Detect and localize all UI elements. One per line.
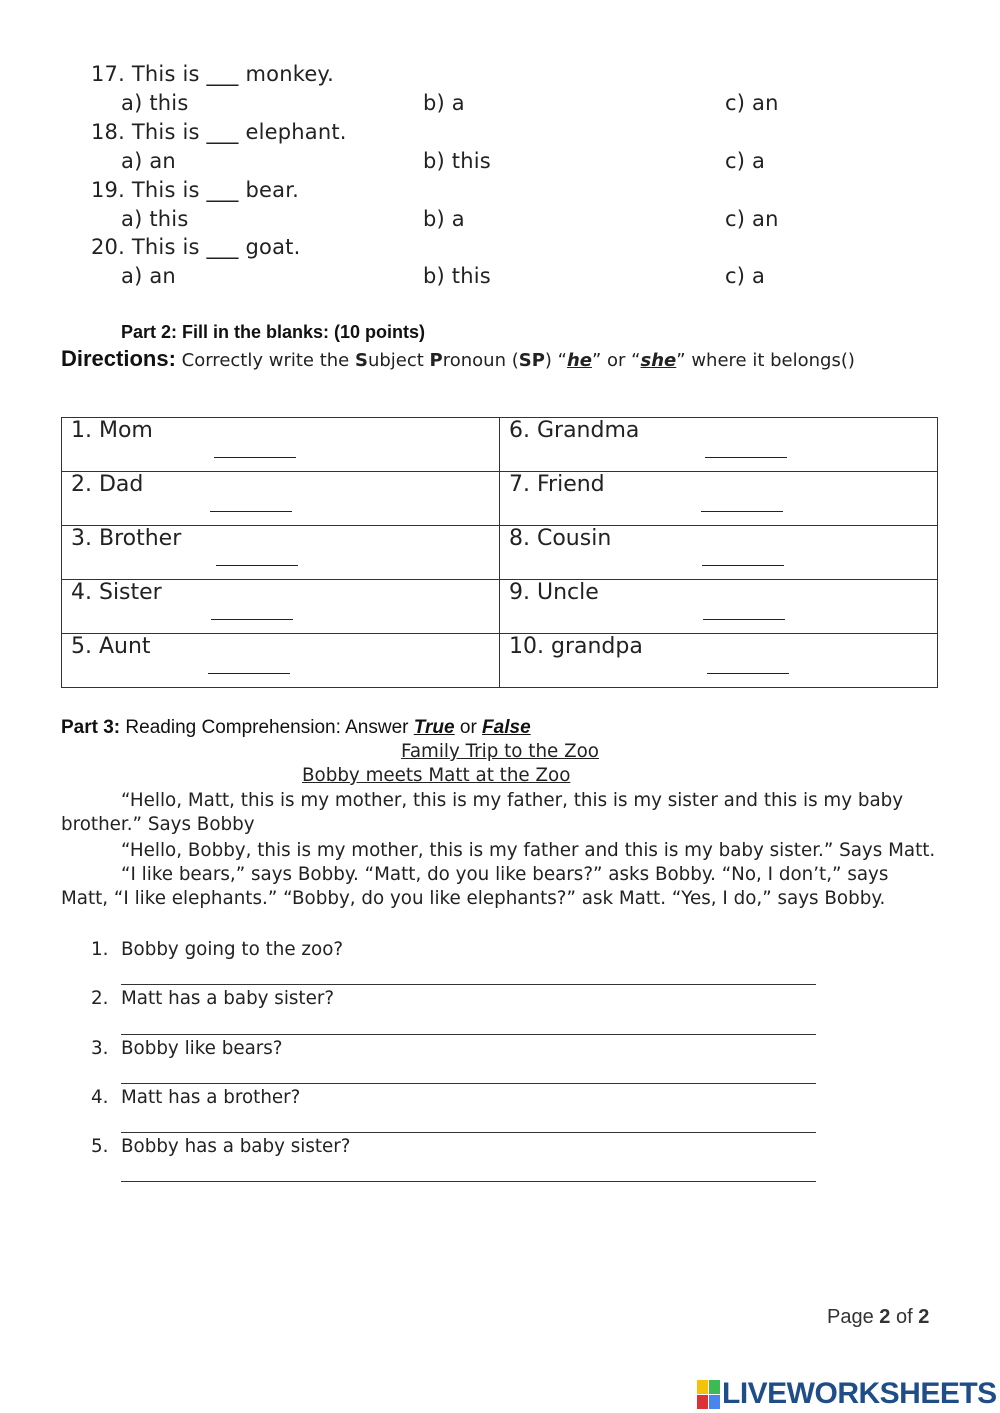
directions-text-5: ” or “	[592, 350, 641, 371]
answer-blank[interactable]	[707, 655, 789, 674]
table-row	[62, 472, 938, 526]
table-cell	[62, 526, 500, 580]
logo-square-icon	[697, 1395, 708, 1409]
directions-text-1: Correctly write the	[175, 350, 355, 371]
cell-label: 7. Friend	[509, 472, 605, 497]
question-number: 3.	[91, 1038, 109, 1059]
or-word: or	[454, 717, 483, 738]
story-para3-line2: Matt, “I like elephants.” “Bobby, do you like elephants?” ask Matt. “Yes, I do,” says Bobby.	[61, 888, 886, 909]
answer-blank[interactable]	[701, 493, 783, 512]
directions-sp: SP	[518, 350, 545, 371]
directions-he: he	[566, 350, 592, 371]
cell-label: 4. Sister	[71, 580, 162, 605]
answer-blank[interactable]	[702, 547, 784, 566]
story-para1-line2: brother.” Says Bobby	[61, 814, 255, 835]
of-word: of	[890, 1306, 919, 1328]
answer-line[interactable]	[121, 1083, 816, 1084]
directions-text-2: ubject	[367, 350, 430, 371]
question-stem: 17. This is ___ monkey.	[91, 62, 334, 86]
cell-label: 3. Brother	[71, 526, 182, 551]
story-title: Family Trip to the Zoo	[401, 741, 599, 762]
logo-square-icon	[709, 1395, 720, 1409]
answer-line[interactable]	[121, 1034, 816, 1035]
option-b: b) a	[423, 207, 465, 231]
story-para3-line1: “I like bears,” says Bobby. “Matt, do you like bears?” asks Bobby. “No, I don’t,” says	[121, 864, 889, 885]
answer-blank[interactable]	[216, 547, 298, 566]
answer-line[interactable]	[121, 1181, 816, 1182]
option-c: c) a	[725, 264, 766, 288]
question-number: 2.	[91, 988, 109, 1009]
option-b: b) this	[423, 149, 491, 173]
cell-label: 5. Aunt	[71, 634, 151, 659]
table-row	[62, 580, 938, 634]
question-number: 5.	[91, 1136, 109, 1157]
answer-blank[interactable]	[705, 439, 787, 458]
question-text: Bobby like bears?	[121, 1038, 283, 1059]
story-para2: “Hello, Bobby, this is my mother, this is my father and this is my baby sister.” Says Matt.	[121, 840, 936, 861]
question-text: Matt has a brother?	[121, 1087, 301, 1108]
question-stem: 18. This is ___ elephant.	[91, 120, 347, 144]
question-stem: 20. This is ___ goat.	[91, 235, 301, 259]
answer-blank[interactable]	[703, 601, 785, 620]
table-cell	[500, 418, 938, 472]
table-cell	[62, 418, 500, 472]
table-cell	[500, 526, 938, 580]
cell-label: 10. grandpa	[509, 634, 643, 659]
cell-label: 9. Uncle	[509, 580, 599, 605]
pronoun-table	[61, 417, 938, 688]
question-text: Bobby going to the zoo?	[121, 939, 344, 960]
answer-line[interactable]	[121, 984, 816, 985]
page-number: 2	[879, 1306, 891, 1328]
story-para1-line1: “Hello, Matt, this is my mother, this is my father, this is my sister and this is my baby	[121, 790, 904, 811]
cell-label: 1. Mom	[71, 418, 153, 443]
directions-text-3: ronoun (	[442, 350, 519, 371]
answer-blank[interactable]	[210, 493, 292, 512]
logo-square-icon	[697, 1380, 708, 1394]
table-row	[62, 418, 938, 472]
question-number: 4.	[91, 1087, 109, 1108]
table-cell	[62, 634, 500, 688]
question-number: 1.	[91, 939, 109, 960]
true-word: True	[413, 717, 455, 738]
directions-s: S	[354, 350, 368, 371]
table-cell	[500, 580, 938, 634]
option-a: a) this	[121, 91, 189, 115]
part3-heading	[61, 717, 531, 739]
logo-text: LIVEWORKSHEETS	[722, 1377, 997, 1410]
directions-she: she	[640, 350, 677, 371]
cell-label: 6. Grandma	[509, 418, 640, 443]
part3-text: Reading Comprehension: Answer	[120, 717, 414, 738]
option-c: c) a	[725, 149, 766, 173]
directions-text-4: ) “	[544, 350, 567, 371]
false-word: False	[482, 717, 531, 738]
part2-heading: Part 2: Fill in the blanks: (10 points)	[121, 322, 426, 342]
option-a: a) this	[121, 207, 189, 231]
table-row	[62, 526, 938, 580]
story-subtitle: Bobby meets Matt at the Zoo	[302, 765, 571, 786]
table-row	[62, 634, 938, 688]
table-cell	[62, 580, 500, 634]
liveworksheets-logo	[697, 1378, 997, 1410]
option-b: b) a	[423, 91, 465, 115]
table-cell	[62, 472, 500, 526]
answer-blank[interactable]	[208, 655, 290, 674]
directions-label: Directions:	[61, 346, 176, 371]
cell-label: 2. Dad	[71, 472, 144, 497]
cell-label: 8. Cousin	[509, 526, 612, 551]
question-text: Bobby has a baby sister?	[121, 1136, 351, 1157]
answer-line[interactable]	[121, 1132, 816, 1133]
page-word: Page	[827, 1306, 880, 1328]
part3-label: Part 3:	[61, 717, 121, 738]
directions-p: P	[429, 350, 443, 371]
directions	[61, 346, 855, 372]
page-total: 2	[918, 1306, 930, 1328]
option-a: a) an	[121, 264, 176, 288]
logo-square-icon	[709, 1380, 720, 1394]
option-b: b) this	[423, 264, 491, 288]
logo-icon	[697, 1380, 720, 1409]
answer-blank[interactable]	[214, 439, 296, 458]
page-indicator	[827, 1306, 929, 1329]
question-text: Matt has a baby sister?	[121, 988, 335, 1009]
answer-blank[interactable]	[211, 601, 293, 620]
directions-text-6: ” where it belongs()	[676, 350, 855, 371]
table-cell	[500, 472, 938, 526]
question-stem: 19. This is ___ bear.	[91, 178, 299, 202]
option-c: c) an	[725, 207, 779, 231]
option-a: a) an	[121, 149, 176, 173]
table-cell	[500, 634, 938, 688]
option-c: c) an	[725, 91, 779, 115]
